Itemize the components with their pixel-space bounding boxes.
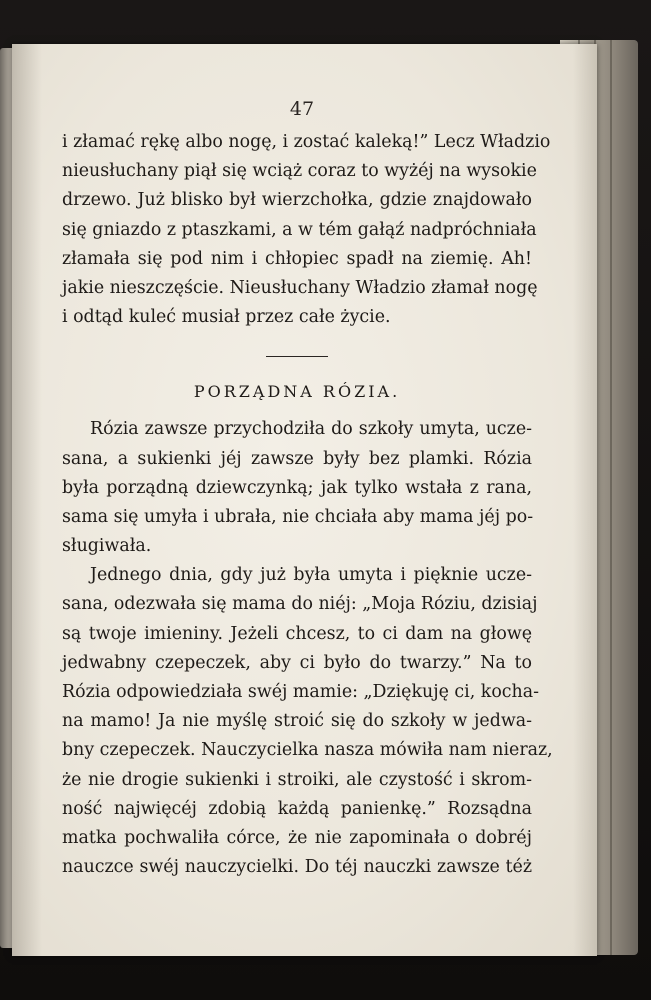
text-line: ność najwięcéj zdobią każdą panienkę.” Rozsądna [62,798,532,819]
text-line: na mamo! Ja nie myślę stroić się do szkoły w jedwa- [62,711,532,732]
text-line: jedwabny czepeczek, aby ci było do twarzy.” Na to [62,652,532,673]
text-line: się gniazdo z ptaszkami, a w tém gałąź nadpróchniała [62,219,537,240]
text-line: nieusłuchany piął się wciąż coraz to wyżéj na wysokie [62,161,537,182]
page-edge-line [610,40,612,955]
text-line: są twoje imieniny. Jeżeli chcesz, to ci dam na głowę [62,623,532,644]
text-line: Jednego dnia, gdy już była umyta i pięknie ucze- [90,565,532,586]
text-line: i złamać rękę albo nogę, i zostać kaleką!” Lecz Władzio [62,132,551,152]
text-line: sama się umyła i ubrała, nie chciała aby mama jéj po- [62,506,534,527]
page-gutter-shadow [12,44,42,956]
text-line: bny czepeczek. Nauczycielka nasza mówiła nam nieraz, [62,740,553,761]
text-block [62,128,553,882]
text-line: złamała się pod nim i chłopiec spadł na ziemię. Ah! [62,248,532,269]
text-line: sana, odezwała się mama do niéj: „Moja Róziu, dzisiaj [62,594,538,615]
page-number: 47 [289,98,315,120]
text-line: była porządną dziewczynką; jak tylko wstała z rana, [62,477,532,498]
paragraph-2 [62,561,553,882]
text-line: jakie nieszczęście. Nieusłuchany Władzio złamał nogę [62,277,538,298]
section-title: PORZĄDNA RÓZIA. [193,382,401,402]
text-line: sługiwała. [62,536,152,557]
text-line: matka pochwaliła córce, że nie zapominała o dobréj [62,827,532,848]
text-line: nauczce swéj nauczycielki. Do téj nauczki zawsze téż [62,857,532,878]
page-edge-shadow [573,44,597,956]
text-line: Rózia odpowiedziała swéj mamie: „Dziękuję ci, kocha- [62,682,539,702]
text-line: drzewo. Już blisko był wierzchołka, gdzie znajdowało [62,190,532,211]
text-line: i odtąd kuleć musiał przez całe życie. [62,307,391,328]
book-page [12,44,597,956]
paragraph-continued [62,128,551,332]
text-line: Rózia zawsze przychodziła do szkoły umyta, ucze- [90,419,532,440]
text-line: że nie drogie sukienki i stroiki, ale czystość i skrom- [62,769,532,790]
text-line: sana, a sukienki jéj zawsze były bez plamki. Rózia [62,448,532,469]
section-divider [266,356,328,357]
paragraph-1 [62,415,532,561]
